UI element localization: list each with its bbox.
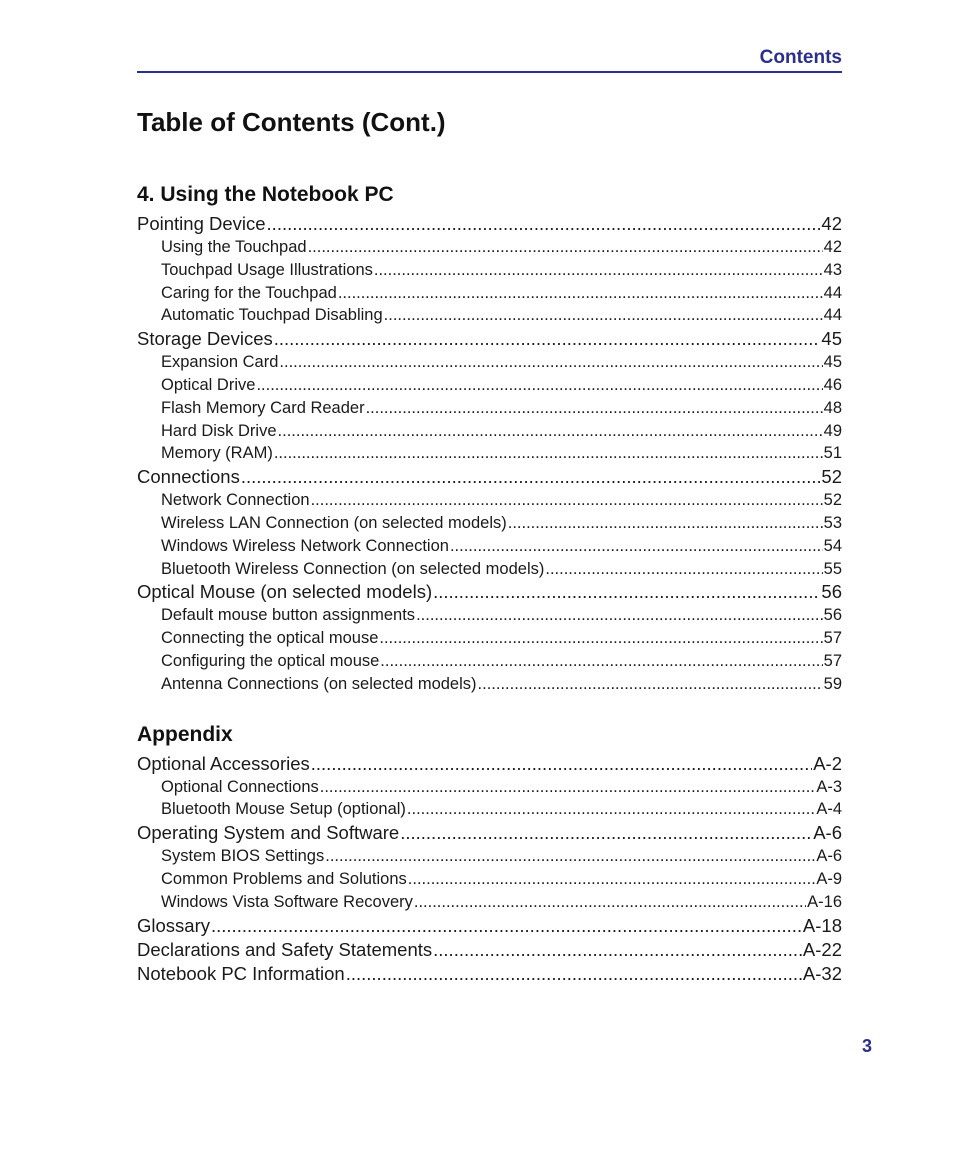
- dot-leader: [256, 374, 822, 397]
- toc-entry[interactable]: [137, 938, 842, 962]
- toc-entry-page: 51: [823, 444, 842, 463]
- toc-entry-label: Optional Accessories: [137, 752, 310, 774]
- toc-entry-page: A-2: [813, 752, 842, 774]
- toc-entry[interactable]: [137, 327, 842, 351]
- toc-body: [137, 178, 842, 986]
- toc-entry-label: Caring for the Touchpad: [161, 283, 337, 302]
- toc-entry[interactable]: [137, 580, 842, 604]
- dot-leader: [478, 673, 823, 696]
- toc-entry-label: Wireless LAN Connection (on selected models): [161, 513, 507, 532]
- toc-entry[interactable]: [137, 236, 842, 259]
- toc-entry-label: Optional Connections: [161, 777, 319, 796]
- toc-entry[interactable]: [137, 374, 842, 397]
- toc-entry[interactable]: [137, 914, 842, 938]
- toc-entry-label: Antenna Connections (on selected models): [161, 674, 477, 693]
- toc-entry-label: Using the Touchpad: [161, 238, 307, 256]
- toc-entry-page: 55: [823, 559, 842, 578]
- toc-entry-label: Windows Wireless Network Connection: [161, 536, 449, 555]
- toc-entry[interactable]: [137, 673, 842, 696]
- toc-entry-page: 57: [823, 651, 842, 670]
- toc-entry[interactable]: [137, 962, 842, 986]
- dot-leader: [400, 821, 812, 845]
- toc-entry-label: Operating System and Software: [137, 822, 400, 844]
- toc-entry-page: 59: [823, 674, 842, 693]
- toc-entry-label: Hard Disk Drive: [161, 421, 277, 440]
- toc-entry-list: [137, 752, 842, 986]
- toc-entry[interactable]: [137, 650, 842, 673]
- toc-entry-page: 53: [823, 513, 842, 532]
- toc-entry-label: Memory (RAM): [161, 444, 273, 463]
- toc-entry-page: 45: [821, 328, 842, 350]
- toc-entry-page: 42: [821, 213, 842, 234]
- toc-entry-page: 52: [823, 491, 842, 510]
- toc-entry-page: 44: [823, 306, 842, 325]
- toc-entry-label: Storage Devices: [137, 328, 273, 350]
- toc-entry-label: Expansion Card: [161, 353, 279, 372]
- toc-entry-page: 56: [821, 581, 842, 603]
- toc-entry[interactable]: [137, 282, 842, 305]
- dot-leader: [414, 891, 806, 914]
- toc-entry-page: A-6: [813, 822, 842, 844]
- toc-entry-page: 46: [823, 375, 842, 394]
- toc-entry-page: 48: [823, 398, 842, 417]
- toc-entry-page: 56: [823, 606, 842, 625]
- toc-entry[interactable]: [137, 304, 842, 327]
- dot-leader: [450, 535, 823, 558]
- dot-leader: [274, 442, 823, 465]
- running-header-label: Contents: [759, 47, 842, 68]
- toc-entry-list: [137, 212, 842, 696]
- toc-entry-label: Optical Drive: [161, 375, 256, 394]
- toc-entry-page: A-32: [802, 962, 842, 984]
- toc-entry-label: Touchpad Usage Illustrations: [161, 260, 373, 279]
- toc-entry-page: 44: [823, 283, 842, 302]
- section-heading: Appendix: [137, 722, 233, 746]
- toc-entry[interactable]: [137, 420, 842, 443]
- toc-entry[interactable]: [137, 868, 842, 891]
- dot-leader: [325, 845, 815, 868]
- dot-leader: [311, 489, 823, 512]
- toc-entry[interactable]: [137, 821, 842, 845]
- toc-entry[interactable]: [137, 798, 842, 821]
- toc-entry[interactable]: [137, 627, 842, 650]
- toc-entry-label: Pointing Device: [137, 213, 266, 234]
- dot-leader: [338, 282, 823, 305]
- toc-entry-page: A-9: [816, 869, 842, 888]
- toc-entry-label: Bluetooth Wireless Connection (on selected models): [161, 559, 545, 578]
- dot-leader: [408, 868, 816, 891]
- toc-entry-page: 57: [823, 629, 842, 648]
- toc-entry[interactable]: [137, 397, 842, 420]
- toc-entry[interactable]: [137, 604, 842, 627]
- header-divider: [137, 71, 842, 73]
- toc-entry[interactable]: [137, 845, 842, 868]
- toc-entry-label: Notebook PC Information: [137, 962, 345, 984]
- dot-leader: [274, 327, 821, 351]
- toc-entry[interactable]: [137, 558, 842, 581]
- dot-leader: [545, 558, 822, 581]
- toc-entry-label: Bluetooth Mouse Setup (optional): [161, 800, 406, 819]
- toc-entry-label: Common Problems and Solutions: [161, 869, 407, 888]
- toc-entry-page: A-16: [807, 892, 842, 911]
- toc-entry-label: Connecting the optical mouse: [161, 629, 379, 648]
- toc-entry[interactable]: [137, 752, 842, 776]
- toc-entry-page: A-4: [816, 800, 842, 819]
- toc-entry-label: Declarations and Safety Statements: [137, 938, 433, 960]
- toc-entry-label: System BIOS Settings: [161, 847, 325, 866]
- dot-leader: [278, 420, 823, 443]
- toc-entry-label: Optical Mouse (on selected models): [137, 581, 433, 603]
- toc-entry[interactable]: [137, 259, 842, 282]
- toc-entry[interactable]: [137, 489, 842, 512]
- dot-leader: [416, 604, 823, 627]
- dot-leader: [407, 798, 815, 821]
- toc-entry-label: Windows Vista Software Recovery: [161, 892, 413, 911]
- toc-entry[interactable]: [137, 212, 842, 236]
- toc-entry-page: 54: [823, 536, 842, 555]
- toc-entry[interactable]: [137, 891, 842, 914]
- toc-entry[interactable]: [137, 442, 842, 465]
- dot-leader: [433, 938, 802, 962]
- dot-leader: [308, 236, 823, 259]
- toc-entry-page: A-6: [816, 847, 842, 866]
- dot-leader: [311, 752, 812, 776]
- toc-entry-page: 42: [823, 238, 842, 256]
- dot-leader: [320, 776, 816, 799]
- toc-entry[interactable]: [137, 776, 842, 799]
- dot-leader: [433, 580, 820, 604]
- toc-entry[interactable]: [137, 512, 842, 535]
- toc-entry[interactable]: [137, 535, 842, 558]
- page-title: Table of Contents (Cont.): [137, 107, 446, 137]
- toc-entry-page: 43: [823, 260, 842, 279]
- toc-entry-label: Default mouse button assignments: [161, 606, 416, 625]
- toc-entry-page: A-22: [802, 938, 842, 960]
- toc-section: [137, 718, 842, 986]
- dot-leader: [241, 465, 821, 489]
- dot-leader: [384, 304, 823, 327]
- dot-leader: [379, 627, 822, 650]
- toc-entry-page: A-3: [816, 777, 842, 796]
- toc-entry-label: Flash Memory Card Reader: [161, 398, 365, 417]
- toc-entry-label: Glossary: [137, 914, 210, 936]
- dot-leader: [380, 650, 822, 673]
- toc-entry-label: Connections: [137, 466, 240, 488]
- dot-leader: [374, 259, 823, 282]
- dot-leader: [508, 512, 823, 535]
- toc-entry-label: Automatic Touchpad Disabling: [161, 306, 383, 325]
- page-number: 3: [861, 1036, 872, 1056]
- toc-entry-page: 52: [821, 466, 842, 488]
- toc-entry-page: 49: [823, 421, 842, 440]
- dot-leader: [267, 212, 821, 236]
- toc-entry-page: 45: [823, 353, 842, 372]
- dot-leader: [366, 397, 823, 420]
- toc-entry-label: Configuring the optical mouse: [161, 651, 380, 670]
- section-heading: 4. Using the Notebook PC: [137, 183, 394, 206]
- dot-leader: [211, 914, 802, 938]
- toc-entry[interactable]: [137, 465, 842, 489]
- toc-entry-page: A-18: [802, 914, 842, 936]
- dot-leader: [279, 351, 822, 374]
- toc-section: [137, 178, 842, 696]
- toc-entry[interactable]: [137, 351, 842, 374]
- dot-leader: [346, 962, 802, 986]
- toc-entry-label: Network Connection: [161, 491, 310, 510]
